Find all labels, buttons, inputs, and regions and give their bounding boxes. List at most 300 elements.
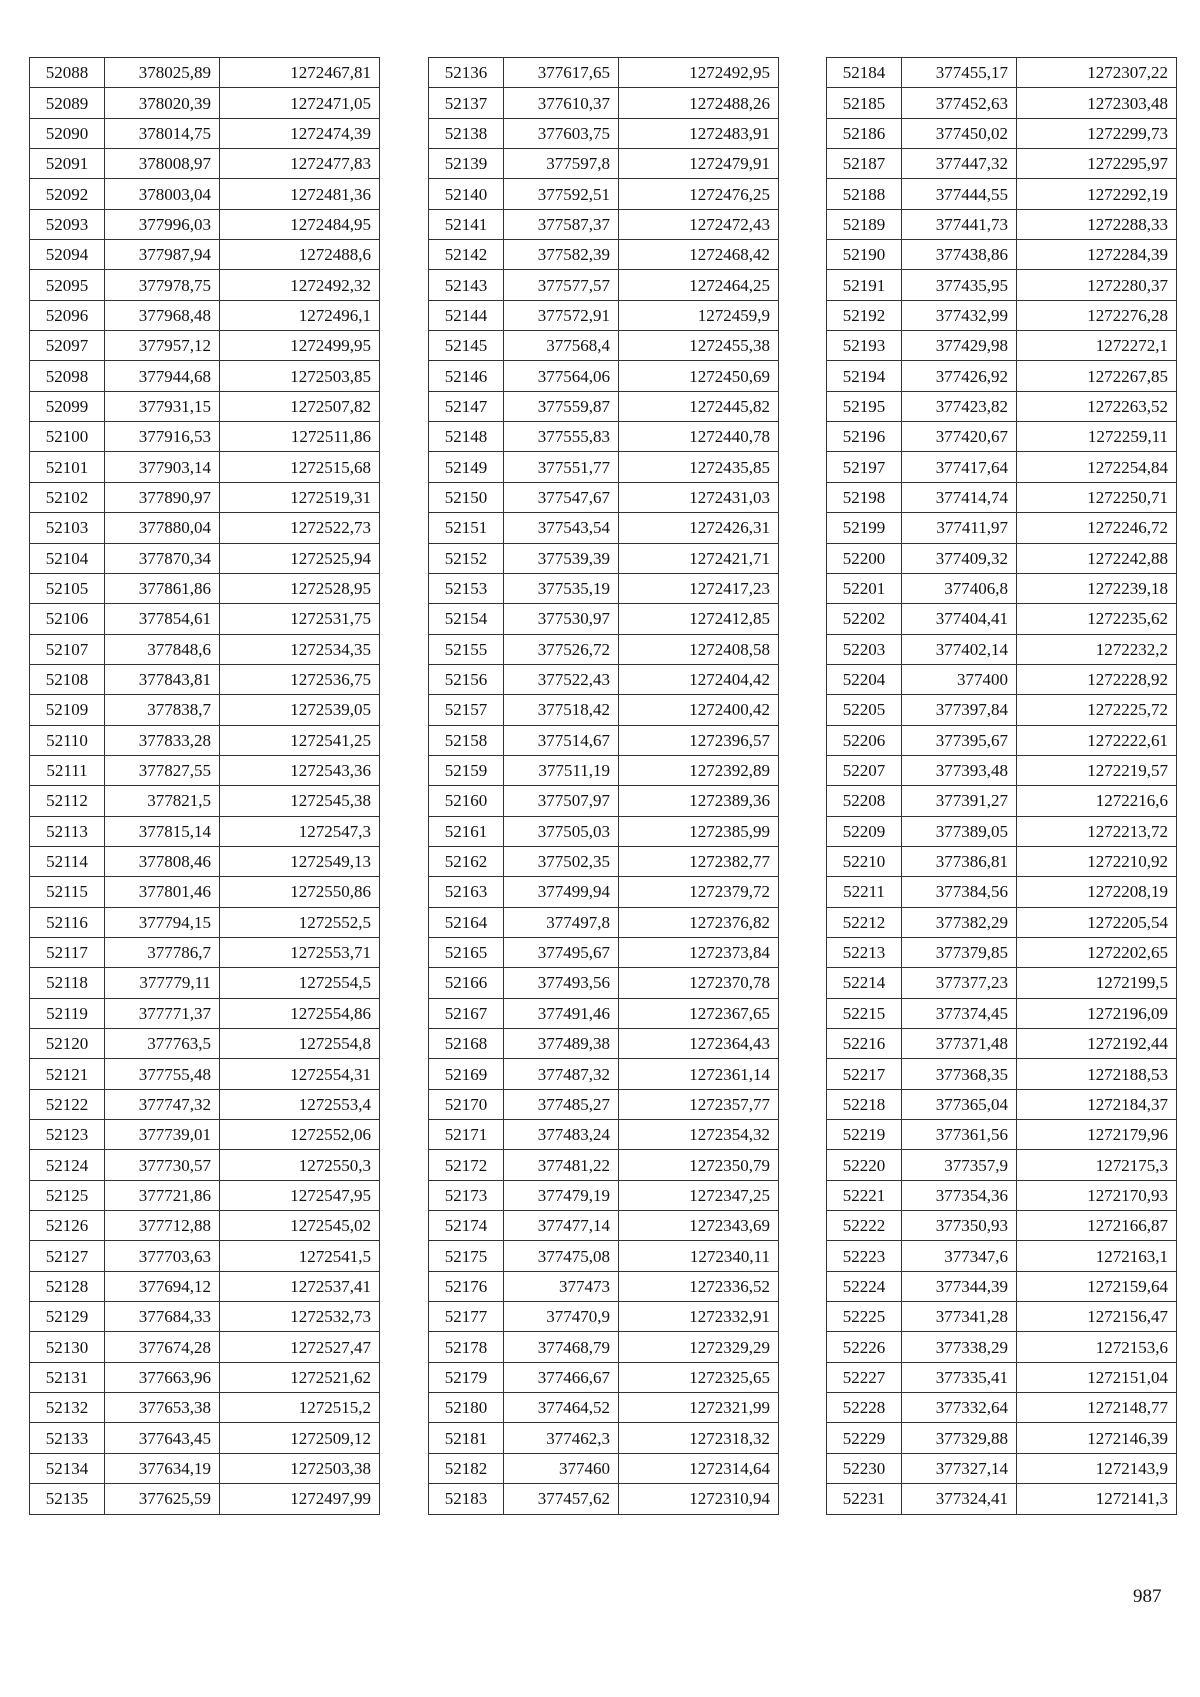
point-number-cell: 52151 bbox=[429, 513, 504, 543]
table-row bbox=[429, 482, 779, 512]
y-coordinate-cell: 1272532,73 bbox=[220, 1302, 380, 1332]
x-coordinate-cell: 377460 bbox=[504, 1453, 619, 1483]
table-row bbox=[30, 1332, 380, 1362]
table-row bbox=[429, 755, 779, 785]
table-row bbox=[429, 937, 779, 967]
y-coordinate-cell: 1272417,23 bbox=[619, 573, 779, 603]
x-coordinate-cell: 377499,94 bbox=[504, 877, 619, 907]
y-coordinate-cell: 1272340,11 bbox=[619, 1241, 779, 1271]
y-coordinate-cell: 1272148,77 bbox=[1017, 1393, 1177, 1423]
x-coordinate-cell: 377341,28 bbox=[902, 1302, 1017, 1332]
point-number-cell: 52222 bbox=[827, 1211, 902, 1241]
y-coordinate-cell: 1272426,31 bbox=[619, 513, 779, 543]
x-coordinate-cell: 377815,14 bbox=[105, 816, 220, 846]
x-coordinate-cell: 377332,64 bbox=[902, 1393, 1017, 1423]
x-coordinate-cell: 377435,95 bbox=[902, 270, 1017, 300]
y-coordinate-cell: 1272199,5 bbox=[1017, 968, 1177, 998]
x-coordinate-cell: 377429,98 bbox=[902, 331, 1017, 361]
point-number-cell: 52177 bbox=[429, 1302, 504, 1332]
y-coordinate-cell: 1272213,72 bbox=[1017, 816, 1177, 846]
point-number-cell: 52170 bbox=[429, 1089, 504, 1119]
x-coordinate-cell: 377324,41 bbox=[902, 1484, 1017, 1514]
x-coordinate-cell: 377414,74 bbox=[902, 482, 1017, 512]
y-coordinate-cell: 1272246,72 bbox=[1017, 513, 1177, 543]
point-number-cell: 52135 bbox=[30, 1484, 105, 1514]
x-coordinate-cell: 377610,37 bbox=[504, 88, 619, 118]
x-coordinate-cell: 377354,36 bbox=[902, 1180, 1017, 1210]
table-row bbox=[429, 1453, 779, 1483]
point-number-cell: 52106 bbox=[30, 604, 105, 634]
x-coordinate-cell: 377411,97 bbox=[902, 513, 1017, 543]
y-coordinate-cell: 1272450,69 bbox=[619, 361, 779, 391]
point-number-cell: 52218 bbox=[827, 1089, 902, 1119]
x-coordinate-cell: 377477,14 bbox=[504, 1211, 619, 1241]
y-coordinate-cell: 1272404,42 bbox=[619, 664, 779, 694]
table-row bbox=[429, 786, 779, 816]
table-row bbox=[827, 1241, 1177, 1271]
y-coordinate-cell: 1272250,71 bbox=[1017, 482, 1177, 512]
x-coordinate-cell: 377502,35 bbox=[504, 846, 619, 876]
y-coordinate-cell: 1272467,81 bbox=[220, 58, 380, 88]
x-coordinate-cell: 377389,05 bbox=[902, 816, 1017, 846]
point-number-cell: 52126 bbox=[30, 1211, 105, 1241]
y-coordinate-cell: 1272166,87 bbox=[1017, 1211, 1177, 1241]
x-coordinate-cell: 377393,48 bbox=[902, 755, 1017, 785]
table-row bbox=[429, 118, 779, 148]
y-coordinate-cell: 1272545,38 bbox=[220, 786, 380, 816]
page-number: 987 bbox=[1133, 1586, 1162, 1607]
y-coordinate-cell: 1272474,39 bbox=[220, 118, 380, 148]
y-coordinate-cell: 1272179,96 bbox=[1017, 1120, 1177, 1150]
table-row bbox=[827, 695, 1177, 725]
y-coordinate-cell: 1272219,57 bbox=[1017, 755, 1177, 785]
table-row bbox=[429, 1332, 779, 1362]
table-row bbox=[827, 270, 1177, 300]
y-coordinate-cell: 1272343,69 bbox=[619, 1211, 779, 1241]
y-coordinate-cell: 1272202,65 bbox=[1017, 937, 1177, 967]
table-row bbox=[827, 1059, 1177, 1089]
x-coordinate-cell: 377511,19 bbox=[504, 755, 619, 785]
x-coordinate-cell: 377483,24 bbox=[504, 1120, 619, 1150]
y-coordinate-cell: 1272481,36 bbox=[220, 179, 380, 209]
y-coordinate-cell: 1272515,68 bbox=[220, 452, 380, 482]
y-coordinate-cell: 1272321,99 bbox=[619, 1393, 779, 1423]
table-row bbox=[30, 786, 380, 816]
x-coordinate-cell: 377379,85 bbox=[902, 937, 1017, 967]
x-coordinate-cell: 377903,14 bbox=[105, 452, 220, 482]
table-row bbox=[827, 543, 1177, 573]
point-number-cell: 52129 bbox=[30, 1302, 105, 1332]
table-row bbox=[30, 361, 380, 391]
point-number-cell: 52140 bbox=[429, 179, 504, 209]
x-coordinate-cell: 377987,94 bbox=[105, 240, 220, 270]
y-coordinate-cell: 1272488,26 bbox=[619, 88, 779, 118]
y-coordinate-cell: 1272543,36 bbox=[220, 755, 380, 785]
point-number-cell: 52230 bbox=[827, 1453, 902, 1483]
point-number-cell: 52165 bbox=[429, 937, 504, 967]
table-row bbox=[429, 968, 779, 998]
table-row bbox=[30, 1059, 380, 1089]
point-number-cell: 52153 bbox=[429, 573, 504, 603]
point-number-cell: 52216 bbox=[827, 1029, 902, 1059]
table-row bbox=[827, 513, 1177, 543]
point-number-cell: 52202 bbox=[827, 604, 902, 634]
point-number-cell: 52091 bbox=[30, 149, 105, 179]
table-row bbox=[429, 300, 779, 330]
table-row bbox=[827, 1180, 1177, 1210]
y-coordinate-cell: 1272400,42 bbox=[619, 695, 779, 725]
table-row bbox=[30, 513, 380, 543]
table-row bbox=[429, 452, 779, 482]
point-number-cell: 52196 bbox=[827, 422, 902, 452]
x-coordinate-cell: 377551,77 bbox=[504, 452, 619, 482]
x-coordinate-cell: 377827,55 bbox=[105, 755, 220, 785]
point-number-cell: 52149 bbox=[429, 452, 504, 482]
y-coordinate-cell: 1272242,88 bbox=[1017, 543, 1177, 573]
x-coordinate-cell: 377739,01 bbox=[105, 1120, 220, 1150]
table-row bbox=[30, 1484, 380, 1514]
x-coordinate-cell: 377505,03 bbox=[504, 816, 619, 846]
table-row bbox=[429, 846, 779, 876]
point-number-cell: 52190 bbox=[827, 240, 902, 270]
table-row bbox=[429, 604, 779, 634]
x-coordinate-cell: 377368,35 bbox=[902, 1059, 1017, 1089]
x-coordinate-cell: 377916,53 bbox=[105, 422, 220, 452]
point-number-cell: 52158 bbox=[429, 725, 504, 755]
y-coordinate-cell: 1272547,95 bbox=[220, 1180, 380, 1210]
coordinates-table-3 bbox=[826, 57, 1177, 1515]
x-coordinate-cell: 377684,33 bbox=[105, 1302, 220, 1332]
x-coordinate-cell: 377350,93 bbox=[902, 1211, 1017, 1241]
y-coordinate-cell: 1272382,77 bbox=[619, 846, 779, 876]
y-coordinate-cell: 1272503,85 bbox=[220, 361, 380, 391]
table-row bbox=[827, 209, 1177, 239]
x-coordinate-cell: 377763,5 bbox=[105, 1029, 220, 1059]
table-row bbox=[827, 149, 1177, 179]
y-coordinate-cell: 1272314,64 bbox=[619, 1453, 779, 1483]
y-coordinate-cell: 1272507,82 bbox=[220, 391, 380, 421]
y-coordinate-cell: 1272511,86 bbox=[220, 422, 380, 452]
y-coordinate-cell: 1272536,75 bbox=[220, 664, 380, 694]
point-number-cell: 52219 bbox=[827, 1120, 902, 1150]
point-number-cell: 52108 bbox=[30, 664, 105, 694]
x-coordinate-cell: 377493,56 bbox=[504, 968, 619, 998]
table-row bbox=[30, 634, 380, 664]
point-number-cell: 52213 bbox=[827, 937, 902, 967]
table-row bbox=[429, 725, 779, 755]
point-number-cell: 52164 bbox=[429, 907, 504, 937]
x-coordinate-cell: 378008,97 bbox=[105, 149, 220, 179]
y-coordinate-cell: 1272421,71 bbox=[619, 543, 779, 573]
table-row bbox=[30, 88, 380, 118]
point-number-cell: 52116 bbox=[30, 907, 105, 937]
y-coordinate-cell: 1272527,47 bbox=[220, 1332, 380, 1362]
x-coordinate-cell: 377755,48 bbox=[105, 1059, 220, 1089]
point-number-cell: 52227 bbox=[827, 1362, 902, 1392]
x-coordinate-cell: 377880,04 bbox=[105, 513, 220, 543]
x-coordinate-cell: 377441,73 bbox=[902, 209, 1017, 239]
table-row bbox=[827, 300, 1177, 330]
point-number-cell: 52113 bbox=[30, 816, 105, 846]
x-coordinate-cell: 377530,97 bbox=[504, 604, 619, 634]
x-coordinate-cell: 377423,82 bbox=[902, 391, 1017, 421]
point-number-cell: 52226 bbox=[827, 1332, 902, 1362]
x-coordinate-cell: 377996,03 bbox=[105, 209, 220, 239]
point-number-cell: 52193 bbox=[827, 331, 902, 361]
x-coordinate-cell: 377391,27 bbox=[902, 786, 1017, 816]
table-row bbox=[827, 634, 1177, 664]
table-row bbox=[30, 179, 380, 209]
point-number-cell: 52160 bbox=[429, 786, 504, 816]
x-coordinate-cell: 377794,15 bbox=[105, 907, 220, 937]
point-number-cell: 52212 bbox=[827, 907, 902, 937]
x-coordinate-cell: 377568,4 bbox=[504, 331, 619, 361]
x-coordinate-cell: 377395,67 bbox=[902, 725, 1017, 755]
point-number-cell: 52089 bbox=[30, 88, 105, 118]
y-coordinate-cell: 1272288,33 bbox=[1017, 209, 1177, 239]
table-row bbox=[30, 422, 380, 452]
table-row bbox=[827, 573, 1177, 603]
x-coordinate-cell: 377597,8 bbox=[504, 149, 619, 179]
table-row bbox=[30, 695, 380, 725]
point-number-cell: 52124 bbox=[30, 1150, 105, 1180]
y-coordinate-cell: 1272276,28 bbox=[1017, 300, 1177, 330]
y-coordinate-cell: 1272354,32 bbox=[619, 1120, 779, 1150]
point-number-cell: 52138 bbox=[429, 118, 504, 148]
point-number-cell: 52110 bbox=[30, 725, 105, 755]
point-number-cell: 52130 bbox=[30, 1332, 105, 1362]
point-number-cell: 52162 bbox=[429, 846, 504, 876]
point-number-cell: 52154 bbox=[429, 604, 504, 634]
point-number-cell: 52117 bbox=[30, 937, 105, 967]
point-number-cell: 52137 bbox=[429, 88, 504, 118]
y-coordinate-cell: 1272472,43 bbox=[619, 209, 779, 239]
table-row bbox=[429, 240, 779, 270]
x-coordinate-cell: 377643,45 bbox=[105, 1423, 220, 1453]
x-coordinate-cell: 377582,39 bbox=[504, 240, 619, 270]
y-coordinate-cell: 1272549,13 bbox=[220, 846, 380, 876]
point-number-cell: 52197 bbox=[827, 452, 902, 482]
table-row bbox=[827, 1484, 1177, 1514]
x-coordinate-cell: 377721,86 bbox=[105, 1180, 220, 1210]
x-coordinate-cell: 377489,38 bbox=[504, 1029, 619, 1059]
point-number-cell: 52176 bbox=[429, 1271, 504, 1301]
y-coordinate-cell: 1272471,05 bbox=[220, 88, 380, 118]
point-number-cell: 52210 bbox=[827, 846, 902, 876]
table-row bbox=[827, 786, 1177, 816]
table-row bbox=[30, 664, 380, 694]
x-coordinate-cell: 377587,37 bbox=[504, 209, 619, 239]
y-coordinate-cell: 1272412,85 bbox=[619, 604, 779, 634]
point-number-cell: 52127 bbox=[30, 1241, 105, 1271]
x-coordinate-cell: 377730,57 bbox=[105, 1150, 220, 1180]
table-row bbox=[30, 209, 380, 239]
y-coordinate-cell: 1272163,1 bbox=[1017, 1241, 1177, 1271]
point-number-cell: 52105 bbox=[30, 573, 105, 603]
table-row bbox=[429, 695, 779, 725]
point-number-cell: 52095 bbox=[30, 270, 105, 300]
table-row bbox=[827, 361, 1177, 391]
x-coordinate-cell: 377577,57 bbox=[504, 270, 619, 300]
point-number-cell: 52104 bbox=[30, 543, 105, 573]
table-row bbox=[429, 361, 779, 391]
x-coordinate-cell: 378025,89 bbox=[105, 58, 220, 88]
point-number-cell: 52094 bbox=[30, 240, 105, 270]
point-number-cell: 52225 bbox=[827, 1302, 902, 1332]
y-coordinate-cell: 1272477,83 bbox=[220, 149, 380, 179]
x-coordinate-cell: 377365,04 bbox=[902, 1089, 1017, 1119]
x-coordinate-cell: 377495,67 bbox=[504, 937, 619, 967]
y-coordinate-cell: 1272541,25 bbox=[220, 725, 380, 755]
x-coordinate-cell: 377547,67 bbox=[504, 482, 619, 512]
table-row bbox=[827, 1089, 1177, 1119]
point-number-cell: 52096 bbox=[30, 300, 105, 330]
y-coordinate-cell: 1272267,85 bbox=[1017, 361, 1177, 391]
y-coordinate-cell: 1272175,3 bbox=[1017, 1150, 1177, 1180]
point-number-cell: 52205 bbox=[827, 695, 902, 725]
point-number-cell: 52175 bbox=[429, 1241, 504, 1271]
x-coordinate-cell: 377931,15 bbox=[105, 391, 220, 421]
point-number-cell: 52186 bbox=[827, 118, 902, 148]
table-row bbox=[429, 149, 779, 179]
y-coordinate-cell: 1272550,3 bbox=[220, 1150, 380, 1180]
y-coordinate-cell: 1272554,5 bbox=[220, 968, 380, 998]
table-row bbox=[429, 877, 779, 907]
table-row bbox=[827, 604, 1177, 634]
point-number-cell: 52128 bbox=[30, 1271, 105, 1301]
table-row bbox=[429, 1393, 779, 1423]
y-coordinate-cell: 1272552,5 bbox=[220, 907, 380, 937]
x-coordinate-cell: 377712,88 bbox=[105, 1211, 220, 1241]
table-row bbox=[30, 1393, 380, 1423]
x-coordinate-cell: 377514,67 bbox=[504, 725, 619, 755]
y-coordinate-cell: 1272239,18 bbox=[1017, 573, 1177, 603]
point-number-cell: 52092 bbox=[30, 179, 105, 209]
point-number-cell: 52088 bbox=[30, 58, 105, 88]
point-number-cell: 52090 bbox=[30, 118, 105, 148]
point-number-cell: 52189 bbox=[827, 209, 902, 239]
y-coordinate-cell: 1272318,32 bbox=[619, 1423, 779, 1453]
table-row bbox=[827, 240, 1177, 270]
x-coordinate-cell: 377452,63 bbox=[902, 88, 1017, 118]
x-coordinate-cell: 377779,11 bbox=[105, 968, 220, 998]
table-row bbox=[30, 1362, 380, 1392]
table-row bbox=[827, 937, 1177, 967]
point-number-cell: 52199 bbox=[827, 513, 902, 543]
table-row bbox=[429, 179, 779, 209]
y-coordinate-cell: 1272528,95 bbox=[220, 573, 380, 603]
y-coordinate-cell: 1272554,31 bbox=[220, 1059, 380, 1089]
table-row bbox=[30, 1271, 380, 1301]
table-row bbox=[429, 1059, 779, 1089]
y-coordinate-cell: 1272455,38 bbox=[619, 331, 779, 361]
point-number-cell: 52115 bbox=[30, 877, 105, 907]
table-row bbox=[429, 1423, 779, 1453]
x-coordinate-cell: 377522,43 bbox=[504, 664, 619, 694]
table-row bbox=[30, 543, 380, 573]
point-number-cell: 52101 bbox=[30, 452, 105, 482]
y-coordinate-cell: 1272408,58 bbox=[619, 634, 779, 664]
point-number-cell: 52221 bbox=[827, 1180, 902, 1210]
table-row bbox=[827, 877, 1177, 907]
y-coordinate-cell: 1272554,86 bbox=[220, 998, 380, 1028]
point-number-cell: 52132 bbox=[30, 1393, 105, 1423]
y-coordinate-cell: 1272385,99 bbox=[619, 816, 779, 846]
table-row bbox=[429, 1362, 779, 1392]
table-row bbox=[30, 58, 380, 88]
y-coordinate-cell: 1272373,84 bbox=[619, 937, 779, 967]
point-number-cell: 52097 bbox=[30, 331, 105, 361]
table-row bbox=[30, 1029, 380, 1059]
y-coordinate-cell: 1272435,85 bbox=[619, 452, 779, 482]
x-coordinate-cell: 377357,9 bbox=[902, 1150, 1017, 1180]
table-row bbox=[429, 58, 779, 88]
y-coordinate-cell: 1272184,37 bbox=[1017, 1089, 1177, 1119]
table-row bbox=[30, 573, 380, 603]
y-coordinate-cell: 1272347,25 bbox=[619, 1180, 779, 1210]
point-number-cell: 52173 bbox=[429, 1180, 504, 1210]
table-row bbox=[30, 1423, 380, 1453]
y-coordinate-cell: 1272541,5 bbox=[220, 1241, 380, 1271]
table-row bbox=[429, 422, 779, 452]
y-coordinate-cell: 1272537,41 bbox=[220, 1271, 380, 1301]
table-row bbox=[30, 1241, 380, 1271]
table-row bbox=[30, 1150, 380, 1180]
y-coordinate-cell: 1272357,77 bbox=[619, 1089, 779, 1119]
coordinates-table-1 bbox=[29, 57, 380, 1515]
point-number-cell: 52220 bbox=[827, 1150, 902, 1180]
y-coordinate-cell: 1272307,22 bbox=[1017, 58, 1177, 88]
y-coordinate-cell: 1272170,93 bbox=[1017, 1180, 1177, 1210]
y-coordinate-cell: 1272232,2 bbox=[1017, 634, 1177, 664]
table-row bbox=[827, 452, 1177, 482]
point-number-cell: 52185 bbox=[827, 88, 902, 118]
y-coordinate-cell: 1272228,92 bbox=[1017, 664, 1177, 694]
y-coordinate-cell: 1272492,32 bbox=[220, 270, 380, 300]
y-coordinate-cell: 1272310,94 bbox=[619, 1484, 779, 1514]
table-row bbox=[827, 968, 1177, 998]
y-coordinate-cell: 1272476,25 bbox=[619, 179, 779, 209]
table-row bbox=[827, 1423, 1177, 1453]
point-number-cell: 52152 bbox=[429, 543, 504, 573]
y-coordinate-cell: 1272284,39 bbox=[1017, 240, 1177, 270]
y-coordinate-cell: 1272192,44 bbox=[1017, 1029, 1177, 1059]
y-coordinate-cell: 1272497,99 bbox=[220, 1484, 380, 1514]
point-number-cell: 52179 bbox=[429, 1362, 504, 1392]
x-coordinate-cell: 377653,38 bbox=[105, 1393, 220, 1423]
x-coordinate-cell: 377361,56 bbox=[902, 1120, 1017, 1150]
x-coordinate-cell: 377479,19 bbox=[504, 1180, 619, 1210]
table-row bbox=[429, 209, 779, 239]
y-coordinate-cell: 1272553,71 bbox=[220, 937, 380, 967]
table-row bbox=[429, 270, 779, 300]
point-number-cell: 52166 bbox=[429, 968, 504, 998]
point-number-cell: 52120 bbox=[30, 1029, 105, 1059]
y-coordinate-cell: 1272332,91 bbox=[619, 1302, 779, 1332]
point-number-cell: 52103 bbox=[30, 513, 105, 543]
x-coordinate-cell: 377470,9 bbox=[504, 1302, 619, 1332]
point-number-cell: 52141 bbox=[429, 209, 504, 239]
x-coordinate-cell: 377338,29 bbox=[902, 1332, 1017, 1362]
y-coordinate-cell: 1272519,31 bbox=[220, 482, 380, 512]
table-row bbox=[30, 1089, 380, 1119]
x-coordinate-cell: 377444,55 bbox=[902, 179, 1017, 209]
point-number-cell: 52224 bbox=[827, 1271, 902, 1301]
table-row bbox=[827, 1211, 1177, 1241]
x-coordinate-cell: 377663,96 bbox=[105, 1362, 220, 1392]
table-row bbox=[429, 573, 779, 603]
point-number-cell: 52188 bbox=[827, 179, 902, 209]
